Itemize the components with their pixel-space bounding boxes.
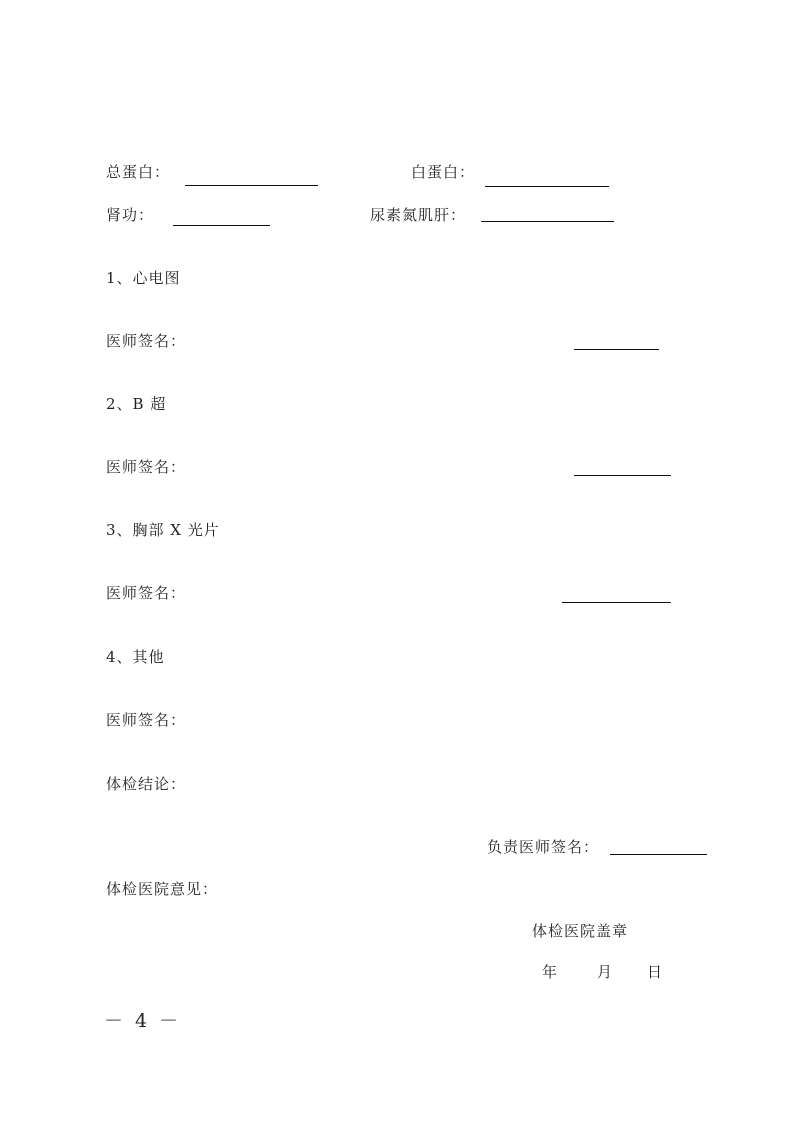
responsible-doctor-signature-label: 负责医师签名： <box>487 838 600 856</box>
ecg-doctor-signature-field[interactable] <box>574 349 659 350</box>
renal-function-field[interactable] <box>173 225 270 226</box>
albumin-label: 白蛋白： <box>411 163 476 181</box>
date-month-label: 月 <box>597 963 614 981</box>
bun-creatinine-label: 尿素氮肌肝： <box>370 206 467 224</box>
responsible-doctor-signature-field[interactable] <box>610 854 707 855</box>
ecg-doctor-signature-label: 医师签名： <box>106 332 187 350</box>
section-ultrasound-title: 2、B 超 <box>106 395 167 413</box>
albumin-field[interactable] <box>485 186 609 187</box>
total-protein-field[interactable] <box>185 185 318 186</box>
date-year-label: 年 <box>542 963 559 981</box>
total-protein-label: 总蛋白： <box>106 163 171 181</box>
ultrasound-doctor-signature-field[interactable] <box>574 475 671 476</box>
hospital-opinion-label: 体检医院意见： <box>106 880 219 898</box>
xray-doctor-signature-field[interactable] <box>562 602 671 603</box>
other-doctor-signature-label: 医师签名： <box>106 711 187 729</box>
date-day-label: 日 <box>647 963 664 981</box>
exam-conclusion-label: 体检结论： <box>106 775 187 793</box>
page-number: － 4 － <box>104 1010 182 1032</box>
section-ecg-title: 1、心电图 <box>106 269 181 287</box>
renal-function-label: 肾功： <box>106 206 155 224</box>
section-xray-title: 3、胸部 X 光片 <box>106 521 220 539</box>
bun-creatinine-field[interactable] <box>481 221 614 222</box>
section-other-title: 4、其他 <box>106 648 165 666</box>
xray-doctor-signature-label: 医师签名： <box>106 584 187 602</box>
hospital-seal-label: 体检医院盖章 <box>532 922 629 940</box>
ultrasound-doctor-signature-label: 医师签名： <box>106 458 187 476</box>
